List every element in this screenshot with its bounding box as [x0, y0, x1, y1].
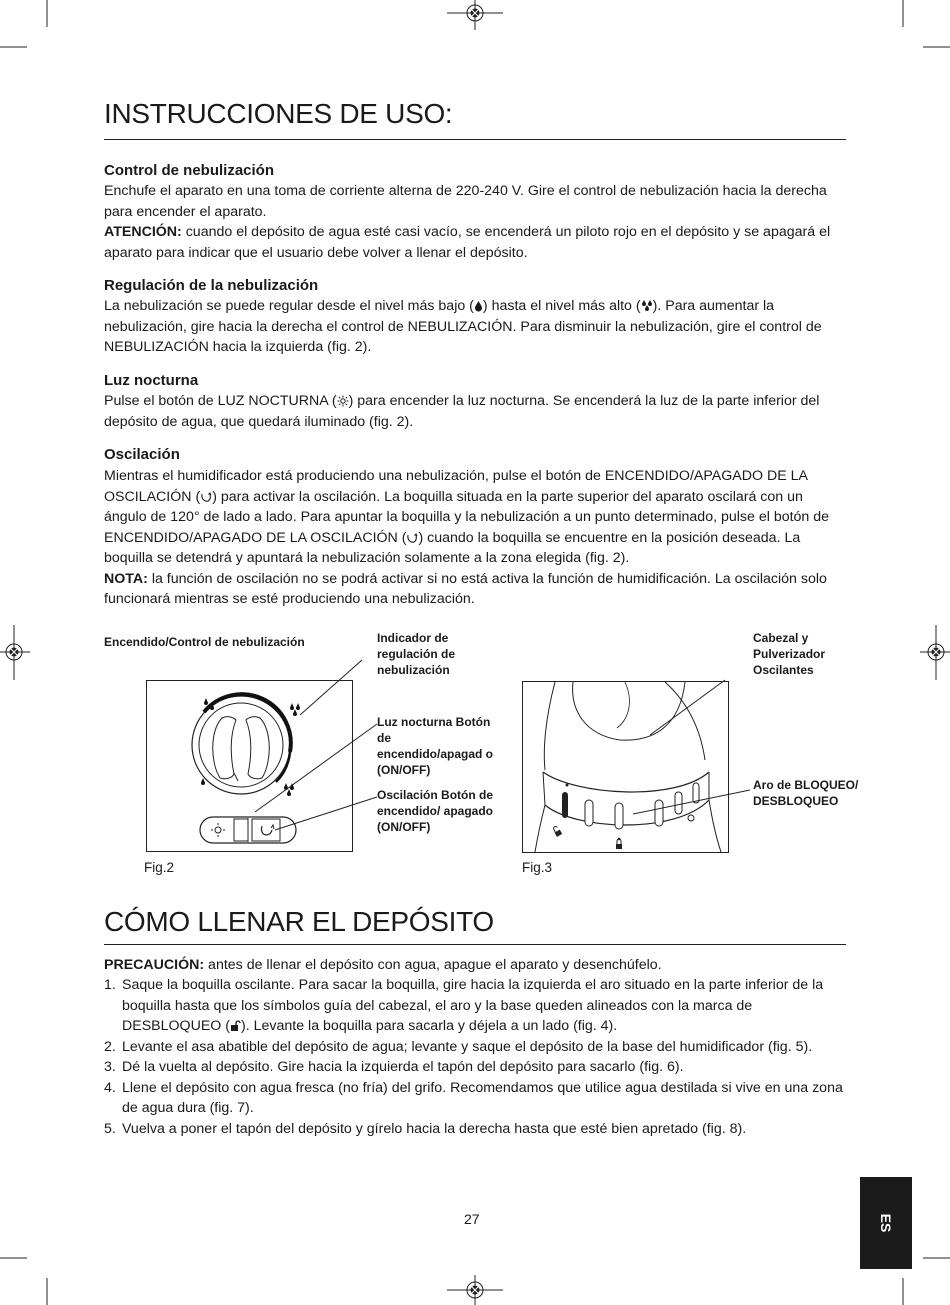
step-number: 5. — [104, 1120, 116, 1137]
paragraph-oscilacion — [104, 466, 846, 610]
oscilacion-text-a: Mientras el humidificador está produciendo una nebulización, pulse el botón de ENCENDIDO/APAGADO DE LA OSCILACIÓN ( — [104, 468, 808, 505]
list-item — [104, 1037, 846, 1058]
note-text: la función de oscilación no se podrá activar si no está activa la función de humidificación. La oscilación solo funcionará mientras se esté produciendo una nebulización. — [104, 570, 827, 607]
registration-mark-top — [447, 0, 503, 30]
step-text: Levante el asa abatible del depósito de agua; levante y saque el depósito de la base del humidificador (fig. 5). — [122, 1038, 813, 1055]
heading-regulacion: Regulación de la nebulización — [104, 277, 319, 294]
regulacion-text-c: ). Para aumentar la nebulización, gire hacia la derecha el control de NEBULIZACIÓN. Para disminuir la nebulización, gire el control de NEBULIZACIÓN hacia la izquierda (fig. 2). — [104, 298, 822, 355]
fig2-label-osc: Oscilación Botón de encendido/ apagado (ON/OFF) — [377, 788, 494, 834]
heading-nebulizacion: Control de nebulización — [104, 162, 275, 179]
registration-mark-right — [920, 625, 950, 680]
list-item — [104, 1078, 846, 1119]
registration-mark-bottom — [447, 1275, 503, 1305]
regulacion-text-b: ) hasta el nivel más alto ( — [482, 298, 641, 314]
oscilacion-text-c: ) cuando la boquilla se encuentre en la posición deseada. La boquilla se detendrá y apuntará la nebulización solamente a la zona elegida (fig. 2). — [104, 529, 801, 566]
attention-label: ATENCIÓN: — [104, 224, 182, 240]
attention-text: cuando el depósito de agua esté casi vacío, se encenderá un piloto rojo en el depósito y se apagará el aparato para indicar que el usuario debe volver a llenar el depósito. — [104, 224, 831, 261]
section-title-fill-tank: CÓMO LLENAR EL DEPÓSITO — [104, 906, 494, 937]
list-item — [104, 975, 846, 1037]
caution-paragraph — [104, 955, 846, 976]
title-divider — [104, 139, 846, 140]
unlock-icon — [230, 1020, 241, 1032]
drops-high-icon — [641, 299, 653, 312]
step-number: 1. — [104, 977, 116, 993]
step-number: 3. — [104, 1059, 116, 1075]
nebulizacion-text: Enchufe el aparato en una toma de corriente alterna de 220-240 V. Gire el control de nebulización hacia la derecha para encender el aparato. — [104, 183, 827, 220]
fill-steps-list — [104, 975, 846, 1139]
caution-text: antes de llenar el depósito con agua, apague el aparato y desenchúfelo. — [204, 957, 662, 973]
night-light-icon — [337, 395, 349, 407]
luz-text-b: ) para encender la luz nocturna. Se encenderá la luz de la parte inferior del depósito de agua, que quedará iluminado (fig. 2). — [104, 393, 820, 430]
fig3-label-head: Cabezal y Pulverizador Oscilantes — [753, 631, 826, 677]
caution-label: PRECAUCIÓN: — [104, 957, 205, 973]
step-text: Vuelva a poner el tapón del depósito y gírelo hacia la derecha hasta que esté bien apretado (fig. 8). — [122, 1120, 747, 1137]
step-number: 2. — [104, 1038, 116, 1055]
fig3-caption: Fig.3 — [522, 860, 553, 875]
luz-text-a: Pulse el botón de LUZ NOCTURNA ( — [104, 393, 337, 409]
fig3-nozzle-illustration — [515, 640, 755, 860]
list-item — [104, 1119, 846, 1140]
fig2-caption: Fig.2 — [144, 860, 175, 875]
heading-oscilacion: Oscilación — [104, 446, 180, 463]
fig2-label-power: Encendido/Control de nebulización — [104, 635, 305, 649]
heading-luz: Luz nocturna — [104, 372, 199, 389]
paragraph-regulacion — [104, 296, 846, 358]
paragraph-luz — [104, 391, 846, 432]
fig2-label-light: Luz nocturna Botón de encendido/apagad o (ON/OFF) — [377, 715, 494, 777]
list-item — [104, 1057, 846, 1078]
paragraph-nebulizacion — [104, 181, 846, 263]
drop-low-icon — [474, 300, 483, 312]
note-label: NOTA: — [104, 570, 148, 587]
oscillation-icon — [406, 532, 418, 544]
fig3-label-ring: Aro de BLOQUEO/ DESBLOQUEO — [753, 778, 859, 808]
step-text: Llene el depósito con agua fresca (no fría) del grifo. Recomendamos que utilice agua destilada si vive en una zona de agua dura (fig. 7). — [122, 1079, 843, 1116]
language-tab — [860, 1177, 912, 1269]
oscillation-icon — [200, 491, 212, 503]
step-text: Dé la vuelta al depósito. Gire hacia la izquierda el tapón del depósito para sacarlo (fig. 6). — [122, 1059, 684, 1075]
section-title-instructions: INSTRUCCIONES DE USO: — [104, 98, 453, 129]
step-text: ). Levante la boquilla para sacarla y déjela a un lado (fig. 4). — [241, 1018, 618, 1034]
step-text: Saque la boquilla oscilante. Para sacar la boquilla, gire hacia la izquierda el aro situado en la parte inferior de la boquilla hasta que los símbolos guía del cabezal, el aro y la base queden alineados con la marca de DESBLOQUEO ( — [122, 977, 824, 1034]
registration-mark-left — [0, 625, 30, 680]
oscilacion-text-b: ) para activar la oscilación. La boquilla situada en la parte superior del aparato oscilará con un ángulo de 120° de lado a lado. Para apuntar la boquilla y la nebulización a un punto determinado, pulse el botón de ENCENDIDO/APAGADO DE LA OSCILACIÓN ( — [104, 488, 830, 546]
language-code: ES — [878, 1213, 894, 1233]
fig2-control-panel-illustration — [140, 640, 380, 860]
title-divider — [104, 944, 846, 945]
step-number: 4. — [104, 1079, 116, 1096]
regulacion-text-a: La nebulización se puede regular desde el nivel más bajo ( — [104, 298, 474, 314]
page-number: 27 — [464, 1211, 480, 1227]
fig2-label-indicator: Indicador de regulación de nebulización — [377, 631, 456, 677]
